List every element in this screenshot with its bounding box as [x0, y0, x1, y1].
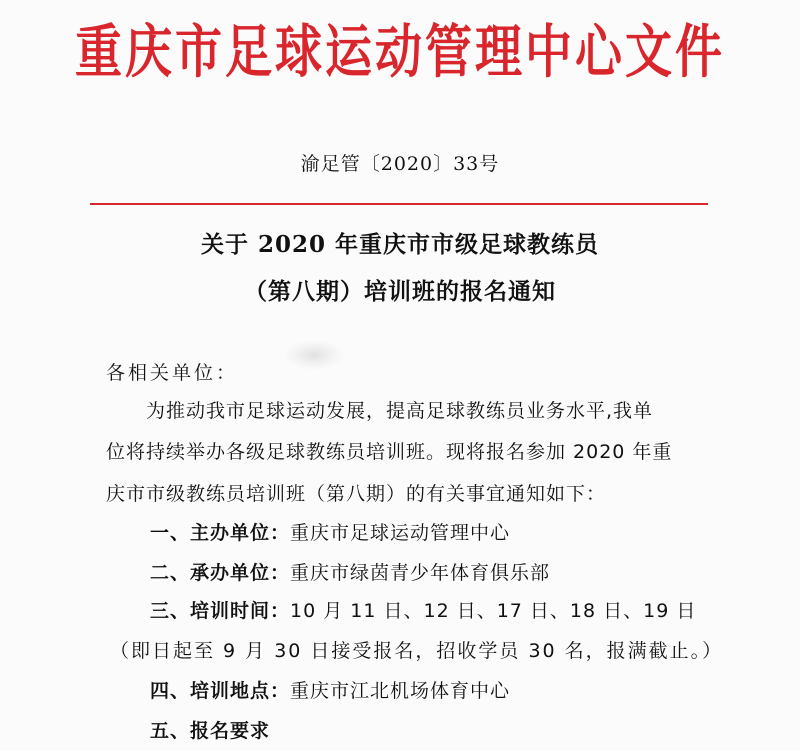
- intro-line-1: 为推动我市足球运动发展，提高足球教练员业务水平,我单: [146, 400, 654, 422]
- item-training-time-label: 三、培训时间：: [150, 600, 291, 622]
- intro-line-3: 庆市市级教练员培训班（第八期）的有关事宜通知如下：: [106, 483, 607, 505]
- notice-title-line-1: 关于 2020 年重庆市市级足球教练员: [200, 231, 600, 258]
- document-number: 渝足管〔2020〕33号: [300, 153, 500, 175]
- item-registration-requirements: [150, 716, 270, 746]
- intro-line-2: 位将持续举办各级足球教练员培训班。现将报名参加 2020 年重: [106, 441, 673, 463]
- item-training-time-value: 10 月 11 日、12 日、17 日、18 日、19 日: [290, 600, 697, 622]
- item-organizer-label: 一、主办单位：: [150, 522, 291, 544]
- item-training-location-value: 重庆市江北机场体育中心: [290, 680, 511, 702]
- item-host-value: 重庆市绿茵青少年体育俱乐部: [290, 562, 551, 584]
- header-red-divider: [90, 203, 708, 205]
- item-organizer: [150, 518, 510, 548]
- notice-title-line-2: （第八期）培训班的报名通知: [244, 278, 556, 305]
- item-training-location-label: 四、培训地点：: [150, 680, 291, 702]
- item-training-location: [150, 676, 510, 706]
- document-header-title: 重庆市足球运动管理中心文件: [75, 18, 725, 86]
- item-training-time-note: （即日起至 9 月 30 日接受报名，招收学员 30 名，报满截止。）: [110, 640, 724, 662]
- item-registration-requirements-label: 五、报名要求: [150, 720, 271, 742]
- item-host-label: 二、承办单位：: [150, 562, 291, 584]
- scan-smudge: [284, 340, 344, 370]
- salutation: 各相关单位：: [106, 362, 239, 384]
- item-host: [150, 558, 550, 588]
- item-training-time: [150, 596, 696, 626]
- item-organizer-value: 重庆市足球运动管理中心: [290, 522, 511, 544]
